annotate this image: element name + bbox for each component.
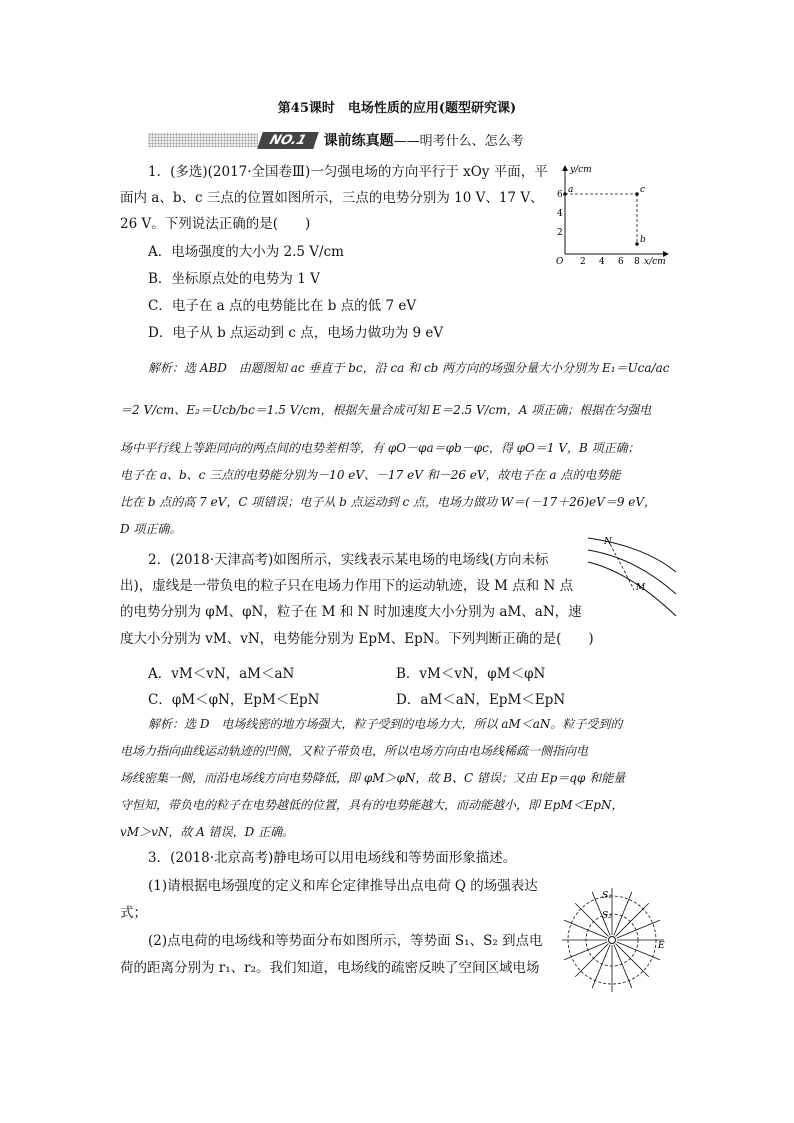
- point-a: [563, 192, 567, 196]
- label-e: E: [658, 941, 665, 951]
- banner-dots: [148, 133, 258, 147]
- banner-sub: ——明考什么、怎么考: [393, 134, 524, 149]
- origin-label: O: [556, 257, 564, 267]
- q1-solution-line5: 比在 b 点的高 7 eV，C 项错误；电子从 b 点运动到 c 点，电场力做功 W＝(－17＋26)eV＝9 eV，: [120, 495, 657, 509]
- field-line-3: [588, 562, 676, 616]
- q2-option-c: C．φM＜φN，EpM＜EpN: [148, 692, 320, 708]
- x-tick-6: 6: [618, 257, 624, 267]
- q3-line4: (2)点电荷的电场线和等势面分布如图所示，等势面 S₁、S₂ 到点电: [148, 933, 543, 949]
- x-tick-8: 8: [634, 257, 640, 267]
- x-tick-4: 4: [599, 257, 605, 267]
- q1-option-b: B．坐标原点处的电势为 1 V: [148, 271, 320, 287]
- q1-solution-line1: 解析：选 ABD 由题图知 ac 垂直于 bc，沿 ca 和 cb 两方向的场强分量大小分别为 E₁＝Uca/ac: [148, 361, 670, 375]
- field-line-2: [588, 550, 676, 594]
- q3-line2: (1)请根据电场强度的定义和库仑定律推导出点电荷 Q 的场强表达: [148, 878, 538, 894]
- q2-option-d: D．aM＜aN，EpM＜EpN: [396, 692, 566, 708]
- point-a-label: a: [568, 185, 574, 195]
- q2-line1: 2．(2018·天津高考)如图所示，实线表示某电场的电场线(方向未标: [148, 552, 549, 568]
- x-axis-label: x/cm: [644, 257, 666, 267]
- trajectory: [610, 544, 634, 590]
- q2-solution-line1: 解析：选 D 电场线密的地方场强大，粒子受到的电场力大，所以 aM＜aN。粒子受到的: [148, 717, 623, 731]
- q2-line2: 出)，虚线是一带负电的粒子只在电场力作用下的运动轨迹，设 M 点和 N 点: [120, 578, 574, 594]
- x-tick-2: 2: [580, 257, 586, 267]
- q1-line2: 面内 a、b、c 三点的位置如图所示，三点的电势分别为 10 V、17 V、: [120, 190, 544, 206]
- q1-line3: 26 V。下列说法正确的是( ): [120, 216, 311, 232]
- q1-solution-line4: 电子在 a、b、c 三点的电势能分别为－10 eV、－17 eV 和－26 eV，故电子在 a 点的电势能: [120, 468, 621, 482]
- point-b: [635, 242, 639, 246]
- label-m: M: [636, 583, 646, 593]
- q3-line5: 荷的距离分别为 r₁、r₂。我们知道，电场线的疏密反映了空间区域电场: [120, 960, 540, 976]
- q1-solution-line6: D 项正确。: [120, 522, 182, 536]
- q2-solution-line3: 场线密集一侧，而沿电场线方向电势降低，即 φM＞φN，故 B、C 错误；又由 Ep＝qφ 和能量: [120, 771, 626, 785]
- point-c-label: c: [640, 185, 646, 195]
- y-tick-2: 2: [557, 228, 563, 238]
- q1-option-d: D．电子从 b 点运动到 c 点，电场力做功为 9 eV: [148, 325, 444, 341]
- q3-point-charge-figure: [562, 884, 674, 996]
- q2-option-b: B．vM＜vN，φM＜φN: [396, 666, 546, 682]
- point-b-label: b: [640, 235, 646, 245]
- banner-heading: [324, 130, 524, 150]
- section-banner: [148, 129, 524, 151]
- q1-option-c: C．电子在 a 点的电势能比在 b 点的低 7 eV: [148, 298, 417, 314]
- banner-tag: NO.1: [257, 132, 318, 149]
- y-tick-6: 6: [557, 190, 563, 200]
- q2-option-a: A．vM＜vN，aM＜aN: [148, 666, 295, 682]
- q1-line1: 1．(多选)(2017·全国卷Ⅲ)一匀强电场的方向平行于 xOy 平面，平: [148, 164, 548, 180]
- banner-main: 课前练真题: [323, 133, 394, 149]
- q3-line3: 式；: [120, 905, 147, 921]
- y-axis-label: y/cm: [570, 165, 592, 175]
- q2-field-line-figure: [584, 532, 678, 622]
- label-s2: S₂: [602, 911, 612, 921]
- q1-solution-line3: 场中平行线上等距同向的两点间的电势差相等，有 φO－φa＝φb－φc，得 φO＝1 V，B 项正确；: [120, 441, 640, 455]
- point-c: [635, 192, 639, 196]
- field-line-1: [588, 538, 676, 572]
- q2-line3: 的电势分别为 φM、φN，粒子在 M 和 N 时加速度大小分别为 aM、aN，速: [120, 604, 582, 620]
- q2-solution-line4: 守恒知，带负电的粒子在电势越低的位置，具有的电势能越大，而动能越小，即 EpM＜EpN，: [120, 798, 624, 812]
- q3-line1: 3．(2018·北京高考)静电场可以用电场线和等势面形象描述。: [148, 850, 517, 866]
- q1-option-a: A．电场强度的大小为 2.5 V/cm: [148, 244, 344, 260]
- label-s1: S₁: [602, 891, 612, 901]
- q2-line4: 度大小分别为 vM、vN，电势能分别为 EpM、EpN。下列判断正确的是( ): [120, 631, 594, 647]
- label-n: N: [604, 537, 612, 547]
- y-tick-4: 4: [557, 209, 563, 219]
- page-title: 第45课时 电场性质的应用(题型研究课): [277, 101, 517, 116]
- q1-solution-line2: ＝2 V/cm、E₂＝Ucb/bc＝1.5 V/cm，根据矢量合成可知 E＝2.5 V/cm，A 项正确；根据在匀强电: [120, 403, 652, 417]
- q2-solution-line2: 电场力指向曲线运动轨迹的凹侧，又粒子带负电，所以电场方向由电场线稀疏一侧指向电: [120, 744, 589, 758]
- point-charge: [609, 937, 616, 944]
- q1-coordinate-figure: [548, 160, 678, 270]
- q2-solution-line5: vM＞vN，故 A 错误，D 正确。: [120, 825, 295, 839]
